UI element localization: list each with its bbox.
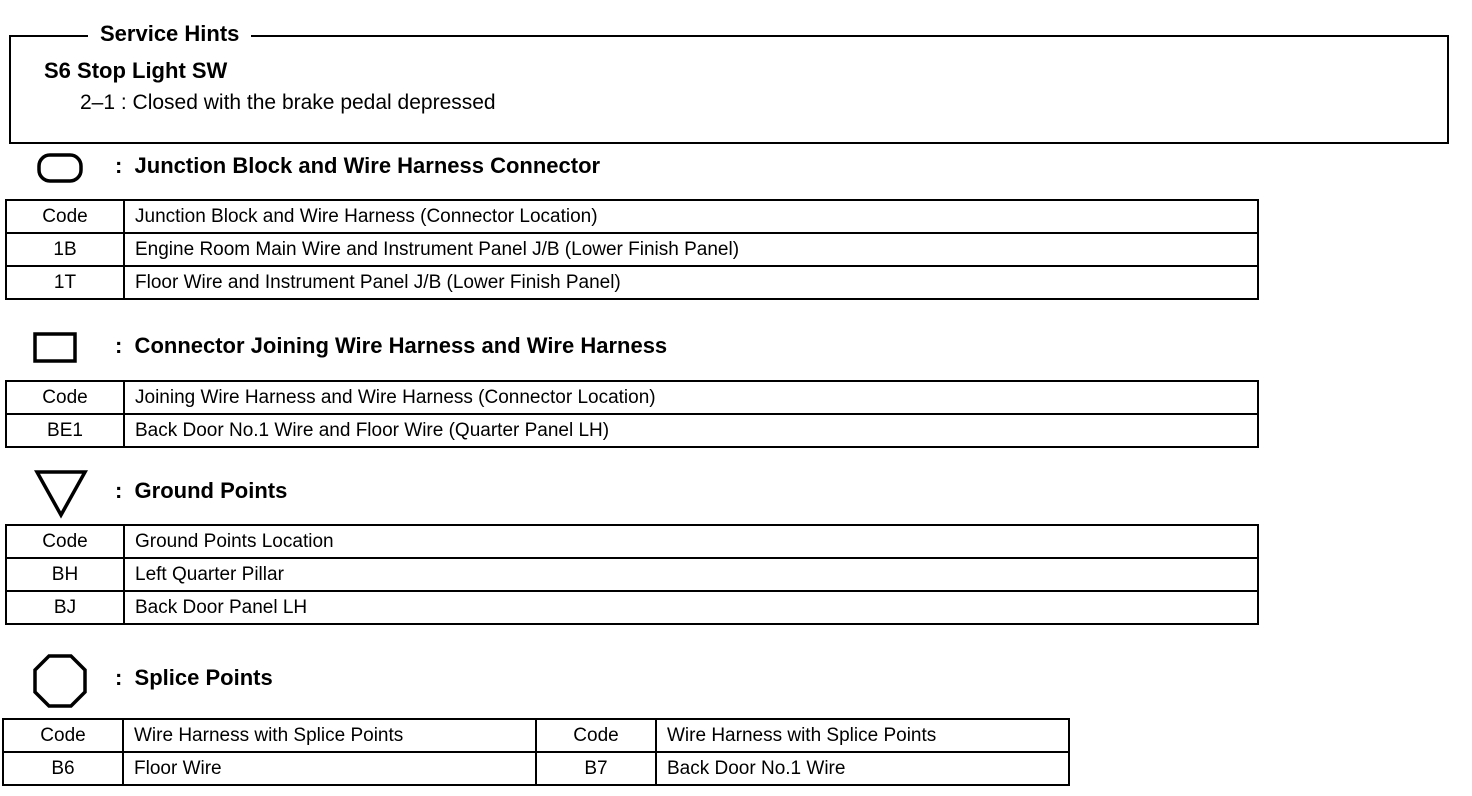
header-cell: Joining Wire Harness and Wire Harness (Connector Location) xyxy=(124,381,1258,414)
table-header-row xyxy=(6,381,1258,414)
connector-table xyxy=(5,380,1259,448)
table-header-row xyxy=(6,525,1258,558)
description-cell: Back Door No.1 Wire xyxy=(656,752,1069,785)
description-cell: Engine Room Main Wire and Instrument Panel J/B (Lower Finish Panel) xyxy=(124,233,1258,266)
header-cell: Junction Block and Wire Harness (Connector Location) xyxy=(124,200,1258,233)
header-cell: Ground Points Location xyxy=(124,525,1258,558)
code-cell: BE1 xyxy=(6,414,124,447)
header-cell: Code xyxy=(536,719,656,752)
table-row xyxy=(6,558,1258,591)
header-cell: Wire Harness with Splice Points xyxy=(123,719,536,752)
code-cell: 1B xyxy=(6,233,124,266)
inverted-triangle-icon xyxy=(33,468,89,520)
description-cell: Left Quarter Pillar xyxy=(124,558,1258,591)
junction-table xyxy=(5,199,1259,300)
splice-heading: : Splice Points xyxy=(115,665,273,690)
ground-heading: : Ground Points xyxy=(115,478,288,503)
code-cell: BJ xyxy=(6,591,124,624)
table-header-row xyxy=(3,719,1069,752)
service-hints-heading: Service Hints xyxy=(88,21,251,47)
ground-table xyxy=(5,524,1259,625)
description-cell: Back Door No.1 Wire and Floor Wire (Quarter Panel LH) xyxy=(124,414,1258,447)
table-row xyxy=(6,233,1258,266)
header-cell: Code xyxy=(6,525,124,558)
code-cell: B6 xyxy=(3,752,123,785)
rectangle-icon xyxy=(33,332,79,364)
table-header-row xyxy=(6,200,1258,233)
connector-heading: : Connector Joining Wire Harness and Wire Harness xyxy=(115,333,668,358)
header-cell: Wire Harness with Splice Points xyxy=(656,719,1069,752)
description-cell: Floor Wire and Instrument Panel J/B (Lower Finish Panel) xyxy=(124,266,1258,299)
splice-table xyxy=(2,718,1070,786)
table-row xyxy=(6,266,1258,299)
code-cell: BH xyxy=(6,558,124,591)
code-cell: B7 xyxy=(536,752,656,785)
hint-line: 2–1 : Closed with the brake pedal depressed xyxy=(80,91,496,114)
table-row xyxy=(6,591,1258,624)
octagon-icon xyxy=(32,653,88,709)
component-title: S6 Stop Light SW xyxy=(44,58,228,83)
header-cell: Code xyxy=(6,200,124,233)
description-cell: Back Door Panel LH xyxy=(124,591,1258,624)
code-cell: 1T xyxy=(6,266,124,299)
description-cell: Floor Wire xyxy=(123,752,536,785)
table-row xyxy=(3,752,1069,785)
table-row xyxy=(6,414,1258,447)
rounded-rectangle-icon xyxy=(36,152,84,184)
header-cell: Code xyxy=(6,381,124,414)
header-cell: Code xyxy=(3,719,123,752)
junction-heading: : Junction Block and Wire Harness Connector xyxy=(115,153,601,178)
